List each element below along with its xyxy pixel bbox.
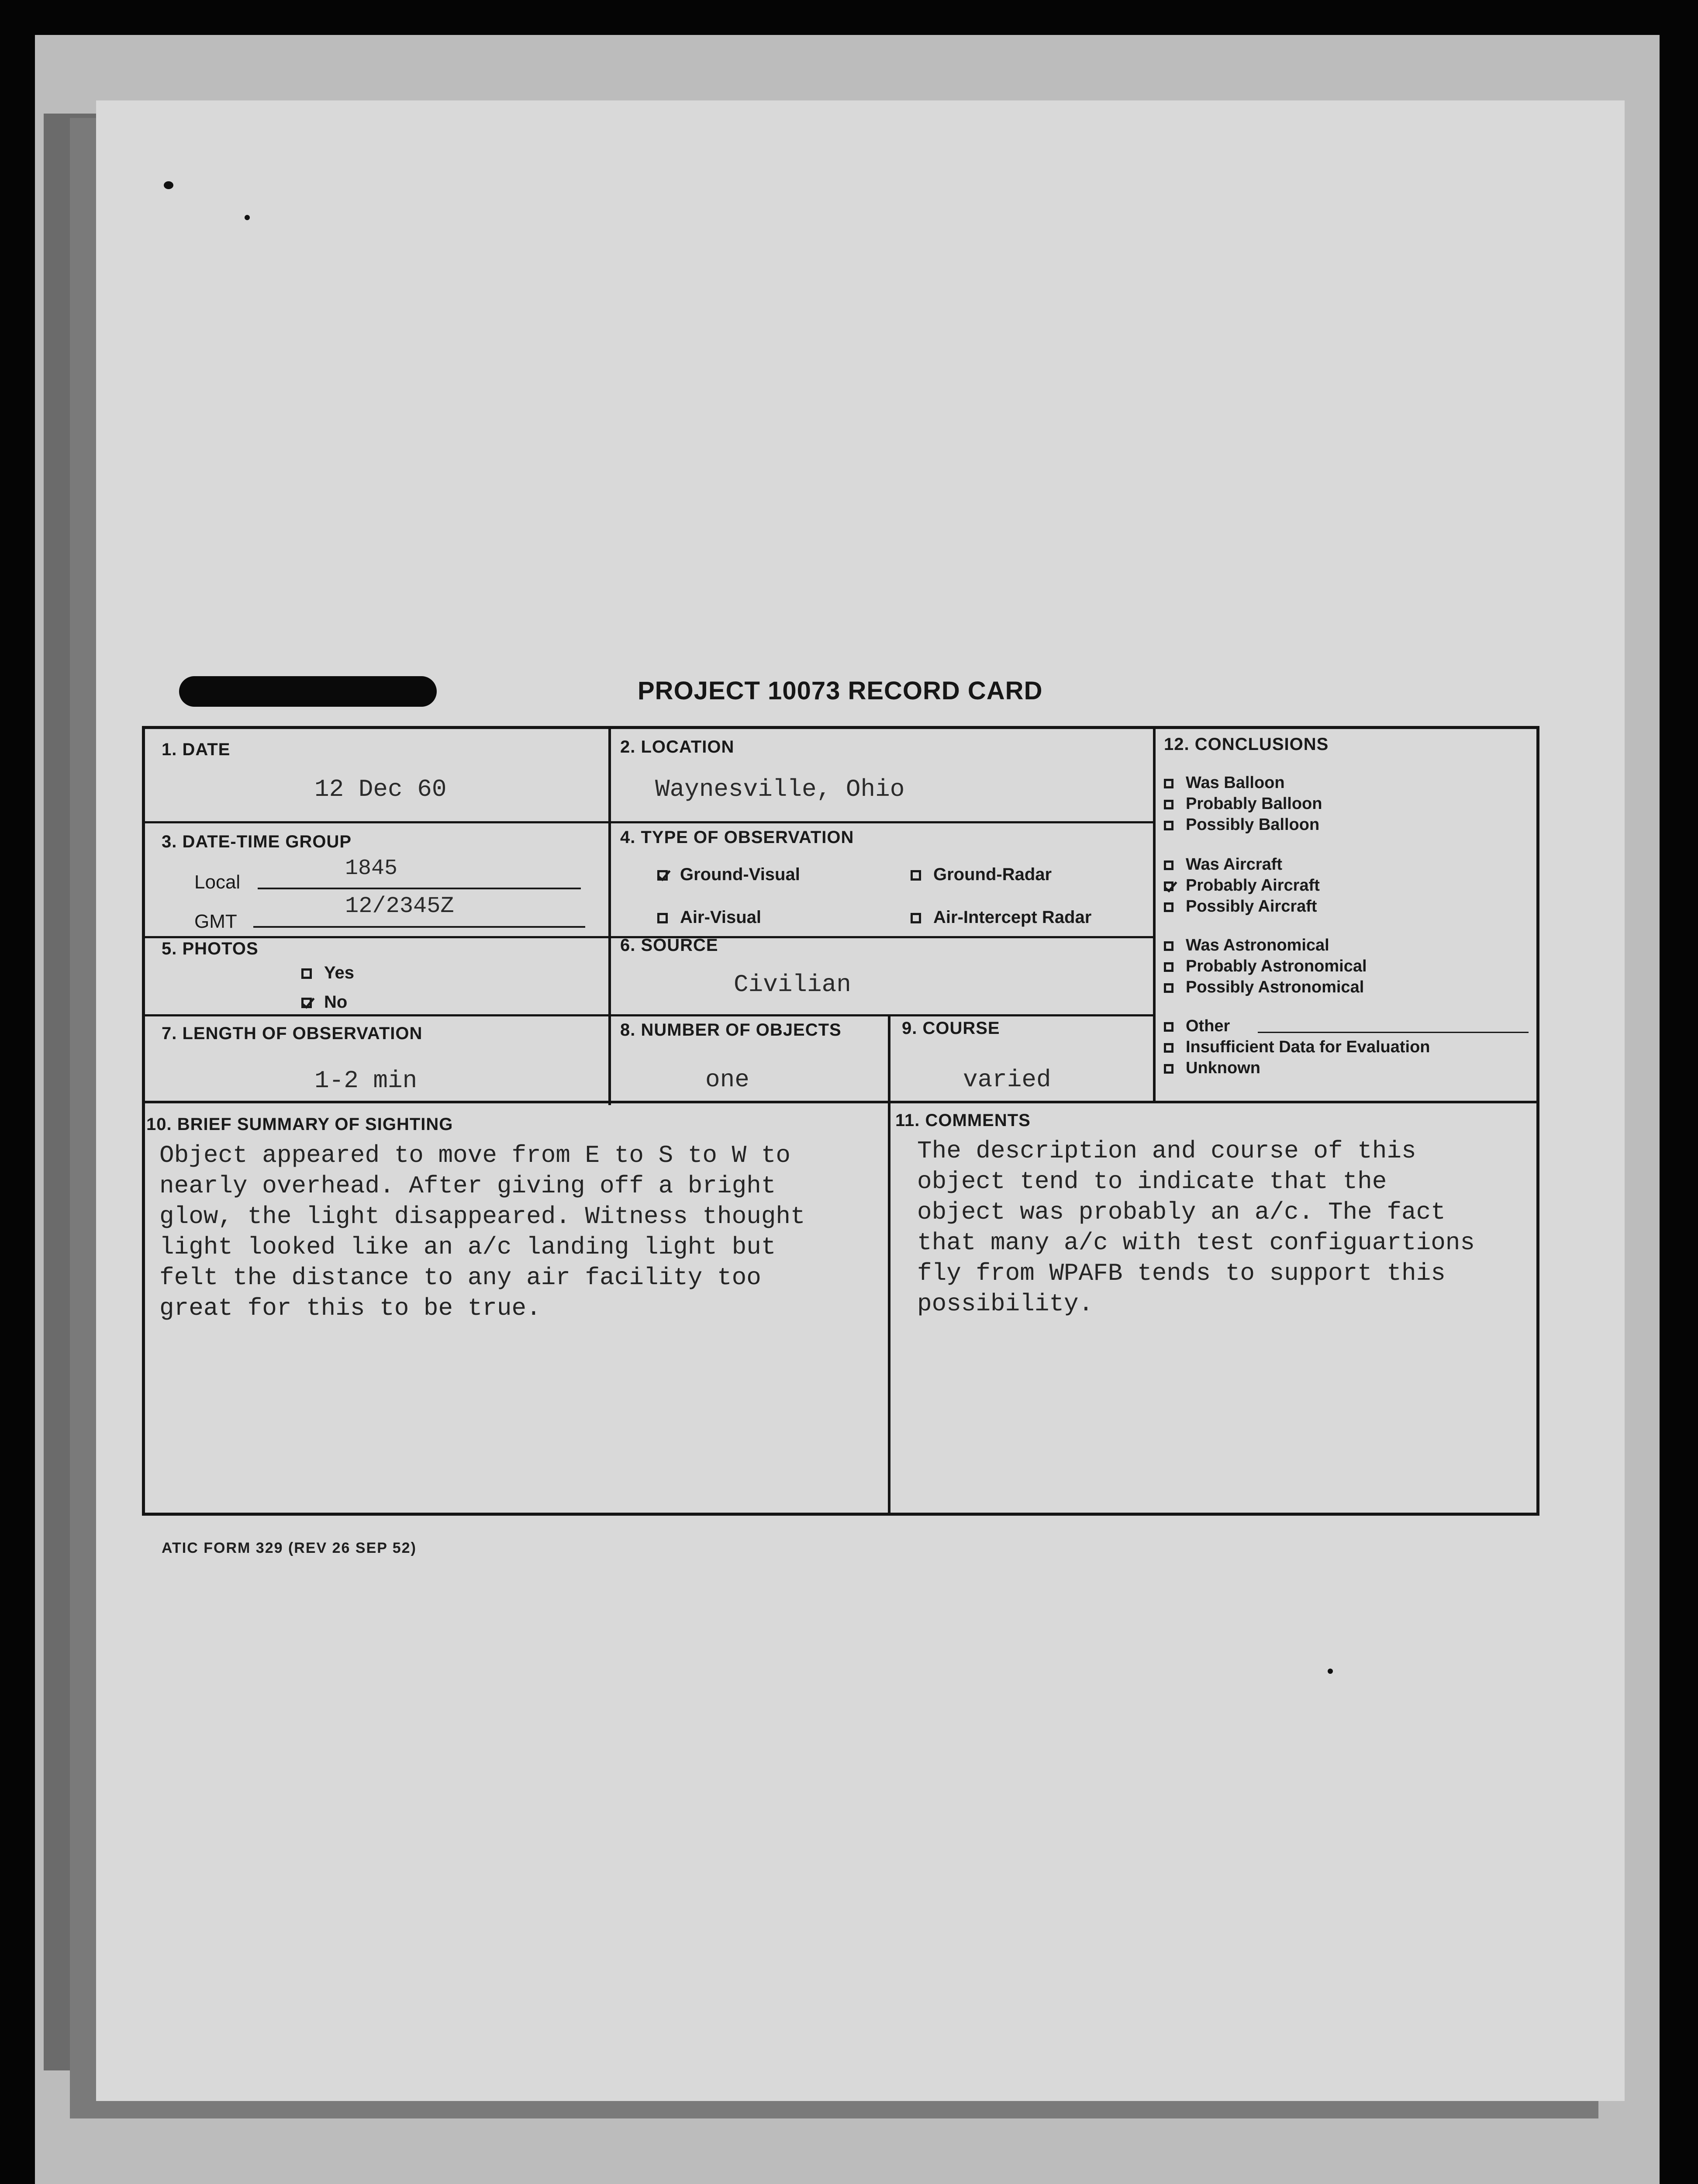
summary-line: glow, the light disappeared. Witness thought: [159, 1203, 805, 1230]
photos-label: 5. PHOTOS: [162, 939, 259, 958]
checkbox-icon[interactable]: [1164, 902, 1173, 912]
conclusion-probably-balloon[interactable]: Probably Balloon: [1164, 793, 1322, 814]
comments-line: The description and course of this: [917, 1137, 1416, 1165]
checkbox-icon[interactable]: [1164, 860, 1173, 870]
conclusion-was-aircraft[interactable]: Was Aircraft: [1164, 854, 1320, 875]
conclusion-insufficient-data[interactable]: Insufficient Data for Evaluation: [1164, 1037, 1430, 1057]
objects-value: one: [705, 1066, 749, 1094]
conclusion-possibly-astronomical[interactable]: Possibly Astronomical: [1164, 977, 1367, 998]
summary-line: great for this to be true.: [159, 1294, 541, 1322]
date-value: 12 Dec 60: [314, 775, 447, 803]
checkbox-checked-icon[interactable]: [1164, 881, 1173, 891]
conclusion-probably-astronomical[interactable]: Probably Astronomical: [1164, 956, 1367, 977]
col-divider-conclusions: [1153, 726, 1156, 1102]
checkbox-icon[interactable]: [1164, 962, 1173, 972]
dtg-gmt-underline: [253, 926, 585, 928]
checkbox-checked-icon[interactable]: [657, 870, 668, 881]
checkbox-icon[interactable]: [1164, 983, 1173, 993]
dtg-gmt-label: GMT: [194, 911, 237, 932]
length-label: 7. LENGTH OF OBSERVATION: [162, 1024, 423, 1043]
comments-line: possibility.: [917, 1290, 1094, 1318]
comments-line: object tend to indicate that the: [917, 1168, 1387, 1196]
location-value: Waynesville, Ohio: [655, 775, 905, 803]
checkbox-icon[interactable]: [657, 913, 668, 923]
checkbox-icon[interactable]: [1164, 1043, 1173, 1053]
checkbox-icon[interactable]: [301, 968, 312, 979]
row-divider-1: [142, 821, 1155, 823]
conclusion-other[interactable]: Other: [1164, 1016, 1430, 1037]
summary-line: nearly overhead. After giving off a bright: [159, 1172, 776, 1200]
conclusion-unknown[interactable]: Unknown: [1164, 1057, 1430, 1078]
objects-label: 8. NUMBER OF OBJECTS: [620, 1020, 842, 1040]
row-divider-4: [142, 1101, 1539, 1103]
length-value: 1-2 min: [314, 1067, 418, 1095]
summary-text: [159, 1140, 805, 1324]
checkbox-checked-icon[interactable]: [301, 998, 312, 1008]
checkbox-icon[interactable]: [1164, 779, 1173, 788]
conclusion-probably-aircraft[interactable]: Probably Aircraft: [1164, 875, 1320, 896]
comments-line: fly from WPAFB tends to support this: [917, 1259, 1446, 1287]
card-border-right: [1536, 726, 1539, 1516]
location-label: 2. LOCATION: [620, 737, 735, 757]
obs-type-label: 4. TYPE OF OBSERVATION: [620, 828, 854, 847]
conclusions-group-astronomical: [1164, 935, 1367, 998]
conclusion-was-balloon[interactable]: Was Balloon: [1164, 772, 1322, 793]
checkbox-icon[interactable]: [1164, 821, 1173, 830]
course-value: varied: [963, 1066, 1051, 1094]
other-underline: [1258, 1032, 1529, 1033]
photos-no[interactable]: No: [301, 992, 347, 1012]
dtg-gmt-value: 12/2345Z: [345, 893, 454, 919]
conclusion-possibly-aircraft[interactable]: Possibly Aircraft: [1164, 896, 1320, 917]
conclusions-group-aircraft: [1164, 854, 1320, 917]
summary-line: Object appeared to move from E to S to W to: [159, 1141, 791, 1169]
dtg-label: 3. DATE-TIME GROUP: [162, 832, 352, 851]
conclusions-group-balloon: [1164, 772, 1322, 835]
dtg-local-underline: [258, 888, 581, 889]
conclusions-label: 12. CONCLUSIONS: [1164, 735, 1329, 754]
source-label: 6. SOURCE: [620, 936, 718, 955]
form-number: ATIC FORM 329 (REV 26 SEP 52): [162, 1540, 417, 1556]
summary-line: light looked like an a/c landing light but: [159, 1233, 776, 1261]
card-border-bottom: [142, 1513, 1539, 1516]
obs-ground-radar[interactable]: Ground-Radar: [911, 865, 1052, 885]
comments-label: 11. COMMENTS: [895, 1111, 1031, 1130]
conclusion-was-astronomical[interactable]: Was Astronomical: [1164, 935, 1367, 956]
row-divider-3: [142, 1014, 1155, 1016]
comments-line: object was probably an a/c. The fact: [917, 1198, 1446, 1226]
conclusions-group-other: [1164, 1016, 1430, 1078]
dust-speck: [1328, 1669, 1333, 1674]
redaction-bar: [179, 676, 437, 707]
dtg-local-value: 1845: [345, 856, 398, 881]
card-border-left: [142, 726, 145, 1516]
comments-text: [917, 1136, 1475, 1319]
dtg-local-label: Local: [194, 871, 241, 893]
card-border-top: [142, 726, 1539, 729]
photos-yes[interactable]: Yes: [301, 963, 354, 983]
checkbox-icon[interactable]: [911, 913, 921, 923]
summary-line: felt the distance to any air facility too: [159, 1264, 761, 1292]
dust-speck: [164, 181, 173, 189]
date-label: 1. DATE: [162, 740, 231, 759]
course-label: 9. COURSE: [902, 1019, 1000, 1038]
source-value: Civilian: [734, 971, 851, 999]
obs-air-visual[interactable]: Air-Visual: [657, 908, 761, 927]
col-divider-course: [888, 1014, 890, 1516]
card-title: PROJECT 10073 RECORD CARD: [638, 677, 1043, 705]
sheet-shadow: [44, 114, 96, 2070]
checkbox-icon[interactable]: [1164, 1064, 1173, 1074]
checkbox-icon[interactable]: [1164, 941, 1173, 951]
comments-line: that many a/c with test configuartions: [917, 1229, 1475, 1257]
col-divider-1: [608, 726, 611, 1105]
dust-speck: [245, 215, 250, 220]
checkbox-icon[interactable]: [1164, 1022, 1173, 1032]
summary-label: 10. BRIEF SUMMARY OF SIGHTING: [146, 1115, 453, 1134]
obs-ground-visual[interactable]: Ground-Visual: [657, 865, 800, 885]
obs-air-intercept-radar[interactable]: Air-Intercept Radar: [911, 908, 1091, 927]
checkbox-icon[interactable]: [911, 870, 921, 881]
checkbox-icon[interactable]: [1164, 800, 1173, 809]
conclusion-possibly-balloon[interactable]: Possibly Balloon: [1164, 814, 1322, 835]
